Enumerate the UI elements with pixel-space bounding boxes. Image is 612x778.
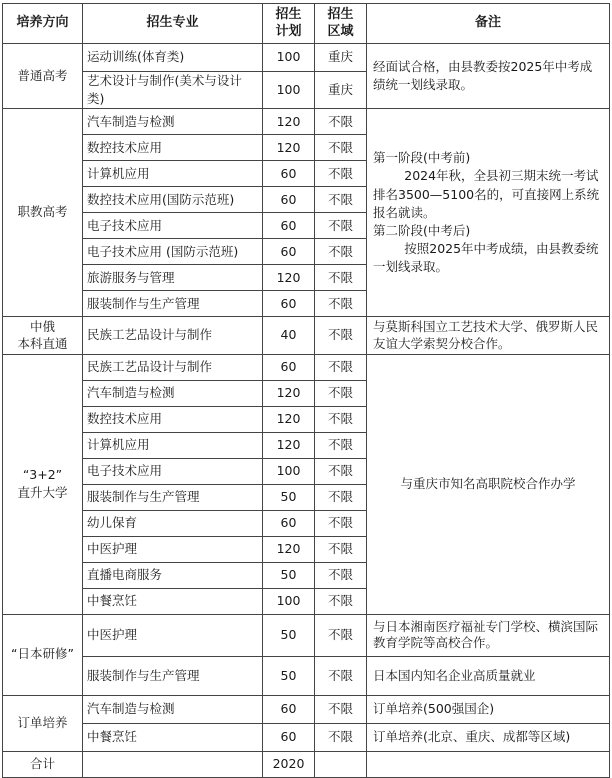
region-cell: 不限 [315, 562, 367, 588]
empty-cell [315, 751, 367, 777]
table-row [3, 695, 610, 723]
major-cell: 幼儿保育 [83, 510, 263, 536]
total-plan: 2020 [263, 751, 315, 777]
plan-cell: 120 [263, 109, 315, 135]
major-cell: 汽车制造与检测 [83, 695, 263, 723]
header-region: 招生 区域 [315, 4, 367, 44]
major-cell: 服装制作与生产管理 [83, 656, 263, 695]
region-cell: 重庆 [315, 44, 367, 72]
empty-cell [367, 751, 610, 777]
direction-cell: 订单培养 [3, 695, 83, 751]
note-cell: 订单培养(北京、重庆、成都等区域) [367, 723, 610, 751]
major-cell: 电子技术应用 [83, 213, 263, 239]
plan-cell: 100 [263, 44, 315, 72]
plan-cell: 60 [263, 723, 315, 751]
major-cell: 计算机应用 [83, 161, 263, 187]
plan-cell: 120 [263, 380, 315, 406]
region-cell: 不限 [315, 161, 367, 187]
direction-cell: 职教高考 [3, 109, 83, 317]
region-cell: 不限 [315, 109, 367, 135]
header-row [3, 4, 610, 44]
region-cell: 不限 [315, 536, 367, 562]
major-cell: 直播电商服务 [83, 562, 263, 588]
plan-cell: 120 [263, 406, 315, 432]
major-cell: 艺术设计与制作(美术与设计类) [83, 72, 263, 109]
region-cell: 重庆 [315, 72, 367, 109]
table-row [3, 44, 610, 72]
region-cell: 不限 [315, 213, 367, 239]
note-line: 第一阶段(中考前) [373, 150, 471, 166]
plan-cell: 60 [263, 187, 315, 213]
total-row [3, 751, 610, 777]
plan-cell: 50 [263, 484, 315, 510]
major-cell: 数控技术应用(国防示范班) [83, 187, 263, 213]
major-cell: 电子技术应用 (国防示范班) [83, 239, 263, 265]
note-line: 第二阶段(中考后) [373, 222, 471, 238]
major-cell: 服装制作与生产管理 [83, 291, 263, 317]
major-cell: 汽车制造与检测 [83, 109, 263, 135]
table-row [3, 656, 610, 695]
plan-cell: 60 [263, 161, 315, 187]
note-cell: 与日本湘南医疗福祉专门学校、横滨国际教育学院等高校合作。 [367, 614, 610, 656]
header-plan: 招生 计划 [263, 4, 315, 44]
plan-cell: 60 [263, 291, 315, 317]
direction-cell: “3+2” 直升大学 [3, 354, 83, 614]
region-cell: 不限 [315, 187, 367, 213]
region-cell: 不限 [315, 432, 367, 458]
plan-cell: 120 [263, 432, 315, 458]
header-direction: 培养方向 [3, 4, 83, 44]
enrollment-table [2, 3, 610, 778]
plan-cell: 50 [263, 614, 315, 656]
table-row [3, 614, 610, 656]
region-cell: 不限 [315, 317, 367, 355]
plan-cell: 120 [263, 265, 315, 291]
region-cell: 不限 [315, 614, 367, 656]
major-cell: 数控技术应用 [83, 406, 263, 432]
note-cell: 经面试合格，由县教委按2025年中考成绩统一划线录取。 [367, 44, 610, 109]
region-cell: 不限 [315, 380, 367, 406]
region-cell: 不限 [315, 656, 367, 695]
major-cell: 中医护理 [83, 614, 263, 656]
plan-cell: 40 [263, 317, 315, 355]
major-cell: 中餐烹饪 [83, 723, 263, 751]
region-cell: 不限 [315, 723, 367, 751]
major-cell: 中医护理 [83, 536, 263, 562]
table-row [3, 354, 610, 380]
note-line: 按照2025年中考成绩，由县教委统一划线录取。 [373, 240, 599, 275]
region-cell: 不限 [315, 458, 367, 484]
direction-cell: 中俄 本科直通 [3, 317, 83, 355]
note-cell: 日本国内知名企业高质量就业 [367, 656, 610, 695]
region-cell: 不限 [315, 291, 367, 317]
major-cell: 数控技术应用 [83, 135, 263, 161]
plan-cell: 60 [263, 510, 315, 536]
plan-cell: 50 [263, 656, 315, 695]
note-cell: 与重庆市知名高职院校合作办学 [367, 354, 610, 614]
table-row [3, 109, 610, 135]
region-cell: 不限 [315, 406, 367, 432]
plan-cell: 60 [263, 354, 315, 380]
plan-cell: 60 [263, 239, 315, 265]
direction-cell: 普通高考 [3, 44, 83, 109]
major-cell: 汽车制造与检测 [83, 380, 263, 406]
region-cell: 不限 [315, 354, 367, 380]
note-cell [367, 109, 610, 317]
region-cell: 不限 [315, 265, 367, 291]
table-row [3, 723, 610, 751]
major-cell: 中餐烹饪 [83, 588, 263, 614]
major-cell: 计算机应用 [83, 432, 263, 458]
plan-cell: 60 [263, 213, 315, 239]
region-cell: 不限 [315, 135, 367, 161]
note-cell: 订单培养(500强国企) [367, 695, 610, 723]
plan-cell: 60 [263, 695, 315, 723]
note-cell: 与莫斯科国立工艺技术大学、俄罗斯人民友谊大学索契分校合作。 [367, 317, 610, 355]
major-cell: 电子技术应用 [83, 458, 263, 484]
plan-cell: 120 [263, 536, 315, 562]
total-label: 合计 [3, 751, 83, 777]
major-cell: 运动训练(体育类) [83, 44, 263, 72]
region-cell: 不限 [315, 239, 367, 265]
region-cell: 不限 [315, 510, 367, 536]
direction-cell: “日本研修” [3, 614, 83, 695]
region-cell: 不限 [315, 695, 367, 723]
empty-cell [83, 751, 263, 777]
plan-cell: 100 [263, 588, 315, 614]
table-row [3, 317, 610, 355]
plan-cell: 100 [263, 72, 315, 109]
major-cell: 民族工艺品设计与制作 [83, 317, 263, 355]
region-cell: 不限 [315, 588, 367, 614]
major-cell: 旅游服务与管理 [83, 265, 263, 291]
major-cell: 服装制作与生产管理 [83, 484, 263, 510]
plan-cell: 100 [263, 458, 315, 484]
note-line: 2024年秋，全县初三期末统一考试排名3500—5100名的，可直接网上系统报名就读。 [373, 168, 600, 220]
plan-cell: 120 [263, 135, 315, 161]
header-major: 招生专业 [83, 4, 263, 44]
header-note: 备注 [367, 4, 610, 44]
region-cell: 不限 [315, 484, 367, 510]
major-cell: 民族工艺品设计与制作 [83, 354, 263, 380]
plan-cell: 50 [263, 562, 315, 588]
